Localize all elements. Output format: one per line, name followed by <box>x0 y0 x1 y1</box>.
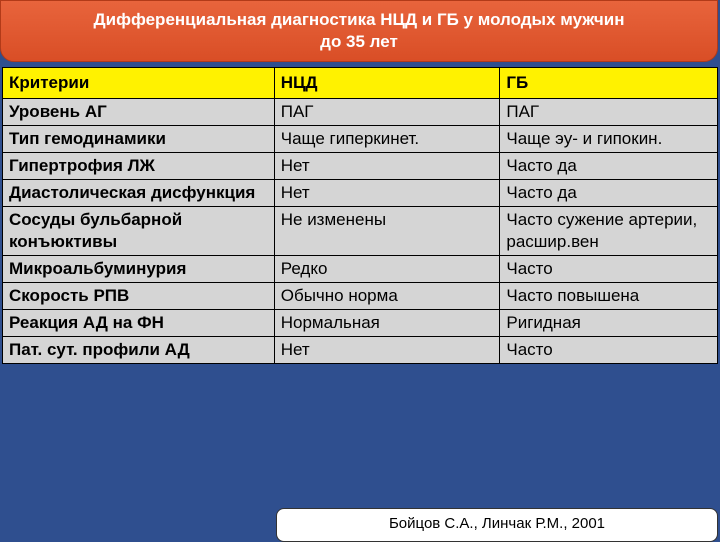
criterion-cell: Диастолическая дисфункция <box>3 180 275 207</box>
table-row <box>3 256 718 283</box>
criterion-cell: Уровень АГ <box>3 99 275 126</box>
ncd-cell: Обычно норма <box>274 283 500 310</box>
ncd-cell: Нормальная <box>274 310 500 337</box>
gb-cell: Часто <box>500 256 718 283</box>
gb-cell: Ригидная <box>500 310 718 337</box>
table-row <box>3 126 718 153</box>
title-line-1: Дифференциальная диагностика НЦД и ГБ у молодых мужчин <box>93 10 625 29</box>
criterion-cell: Скорость РПВ <box>3 283 275 310</box>
table-row <box>3 207 718 256</box>
criterion-cell: Гипертрофия ЛЖ <box>3 153 275 180</box>
table-row <box>3 337 718 364</box>
criterion-cell: Реакция АД на ФН <box>3 310 275 337</box>
header-criteria: Критерии <box>3 68 275 99</box>
criterion-cell: Тип гемодинамики <box>3 126 275 153</box>
ncd-cell: Редко <box>274 256 500 283</box>
ncd-cell: Чаще гиперкинет. <box>274 126 500 153</box>
table-row <box>3 99 718 126</box>
gb-cell: Часто да <box>500 180 718 207</box>
criterion-cell: Сосуды бульбарной конъюктивы <box>3 207 275 256</box>
gb-cell: Часто да <box>500 153 718 180</box>
slide-title <box>0 0 718 62</box>
comparison-table <box>2 67 718 364</box>
ncd-cell: Нет <box>274 180 500 207</box>
criterion-cell: Микроальбуминурия <box>3 256 275 283</box>
source-citation: Бойцов С.А., Линчак Р.М., 2001 <box>276 508 718 542</box>
ncd-cell: Не изменены <box>274 207 500 256</box>
header-ncd: НЦД <box>274 68 500 99</box>
ncd-cell: Нет <box>274 153 500 180</box>
table-row <box>3 283 718 310</box>
ncd-cell: ПАГ <box>274 99 500 126</box>
criterion-cell: Пат. сут. профили АД <box>3 337 275 364</box>
gb-cell: ПАГ <box>500 99 718 126</box>
gb-cell: Часто повышена <box>500 283 718 310</box>
gb-cell: Часто сужение артерии, расшир.вен <box>500 207 718 256</box>
gb-cell: Часто <box>500 337 718 364</box>
header-gb: ГБ <box>500 68 718 99</box>
ncd-cell: Нет <box>274 337 500 364</box>
table-row <box>3 310 718 337</box>
table-header-row <box>3 68 718 99</box>
title-line-2: до 35 лет <box>320 32 398 51</box>
table-row <box>3 180 718 207</box>
gb-cell: Чаще эу- и гипокин. <box>500 126 718 153</box>
table-row <box>3 153 718 180</box>
